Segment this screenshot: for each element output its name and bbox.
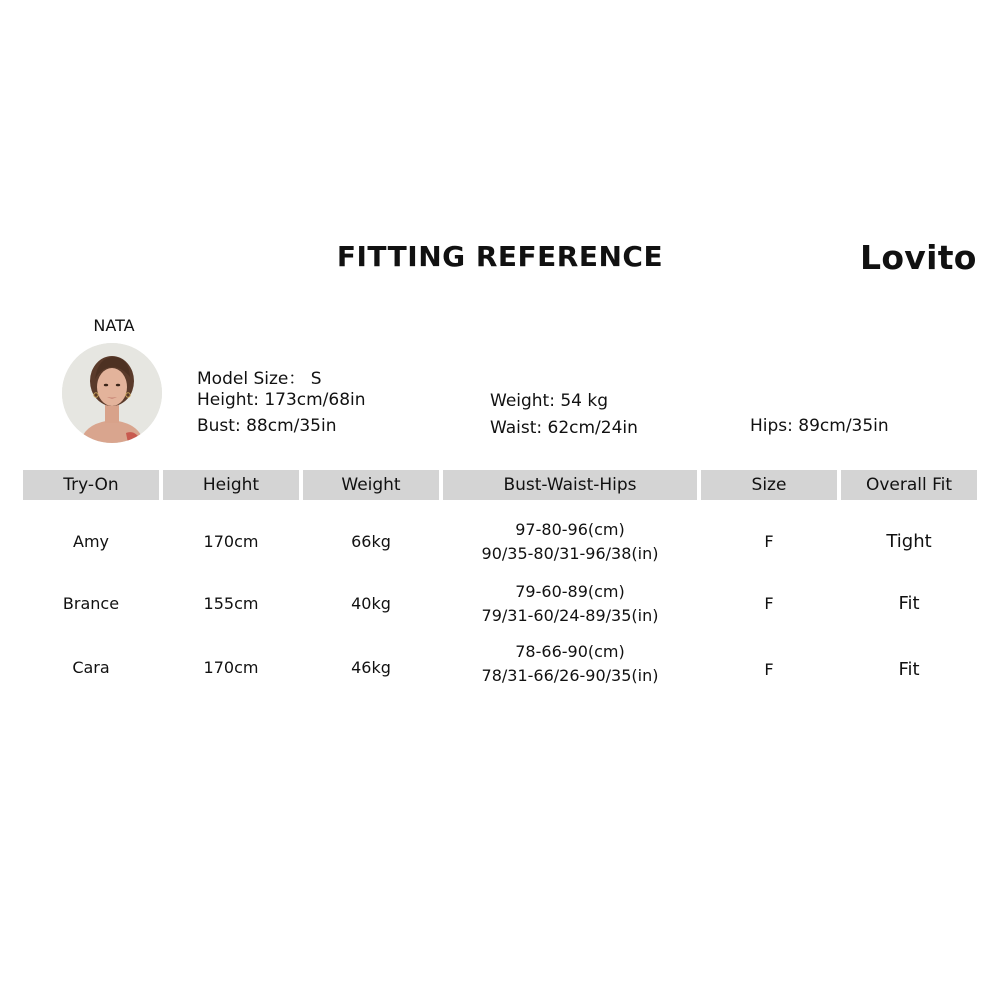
row-name: Amy (73, 532, 109, 551)
model-avatar (62, 343, 162, 443)
model-weight: Weight: 54 kg (490, 391, 609, 411)
row-weight: 66kg (351, 532, 391, 551)
model-bust: Bust: 88cm/35in (197, 416, 337, 436)
model-height: Height: 173cm/68in (197, 390, 366, 410)
header-height: Height (163, 470, 299, 500)
row-height: 155cm (203, 594, 259, 613)
model-name: NATA (93, 316, 135, 335)
row-fit: Fit (898, 659, 920, 680)
brand-logo: Lovito (860, 238, 977, 277)
row-bwh-in: 78/31-66/26-90/35(in) (481, 666, 659, 685)
row-name: Cara (72, 658, 110, 677)
row-weight: 40kg (351, 594, 391, 613)
row-size: F (764, 660, 774, 679)
model-waist: Waist: 62cm/24in (490, 418, 638, 438)
row-name: Brance (62, 594, 120, 613)
row-bwh-cm: 97-80-96(cm) (515, 520, 625, 539)
row-bwh-cm: 78-66-90(cm) (515, 642, 625, 661)
row-bwh-in: 79/31-60/24-89/35(in) (481, 606, 659, 625)
header-weight: Weight (303, 470, 439, 500)
model-hips: Hips: 89cm/35in (750, 416, 889, 436)
header-bust-waist-hips: Bust-Waist-Hips (443, 470, 697, 500)
row-fit: Tight (886, 531, 932, 552)
header-overall-fit: Overall Fit (841, 470, 977, 500)
row-bwh-in: 90/35-80/31-96/38(in) (481, 544, 659, 563)
page-title: FITTING REFERENCE (336, 240, 664, 273)
row-height: 170cm (203, 532, 259, 551)
row-size: F (764, 532, 774, 551)
model-size: Model Size： S (197, 369, 322, 389)
header-try-on: Try-On (23, 470, 159, 500)
row-bwh (443, 638, 697, 690)
row-size: F (764, 594, 774, 613)
row-bwh-cm: 79-60-89(cm) (515, 582, 625, 601)
row-fit: Fit (898, 593, 920, 614)
header-size: Size (701, 470, 837, 500)
model-portrait-icon (62, 343, 162, 443)
row-bwh (443, 516, 697, 568)
row-bwh (443, 578, 697, 630)
row-height: 170cm (203, 658, 259, 677)
row-weight: 46kg (351, 658, 391, 677)
